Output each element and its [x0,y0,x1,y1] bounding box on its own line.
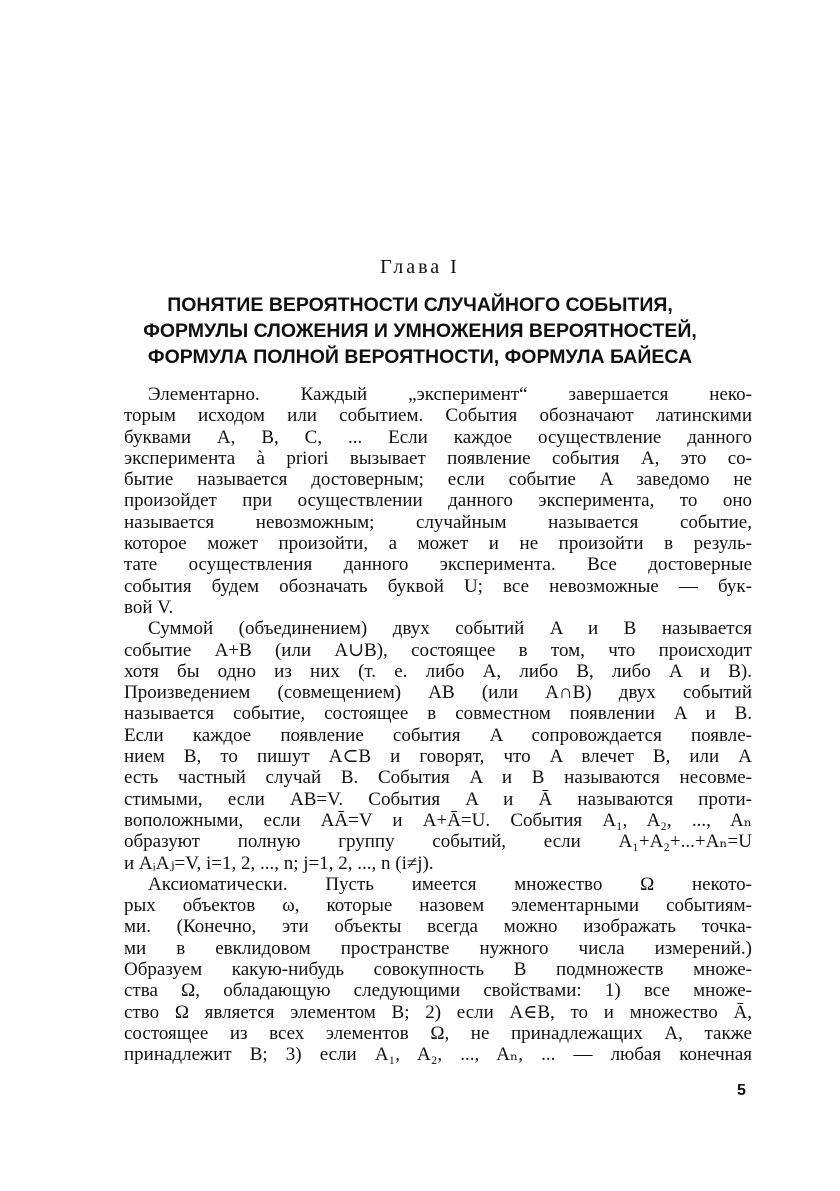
text-line: эксперимента à priori вызывает появление события A, это со- [124,447,752,469]
text-line: воположными, если AĀ=V и A+Ā=U. События A₁, A₂, ..., Aₙ [124,809,752,831]
text-line: образуют полную группу событий, если A₁+A₂+...+Aₙ=U [124,831,752,853]
text-line: Аксиоматически. Пусть имеется множество Ω некото- [148,873,752,895]
text-line: есть частный случай B. События A и B называются несовме- [124,767,752,789]
chapter-title-line: ФОРМУЛЫ СЛОЖЕНИЯ И УМНОЖЕНИЯ ВЕРОЯТНОСТЕЙ, [143,320,697,342]
text-line: которое может произойти, а может и не произойти в резуль- [124,533,752,555]
text-line: называется событие, состоящее в совместном появлении A и B. [124,703,752,725]
page-number: 5 [737,1082,746,1099]
text-line: называется невозможным; случайным называется событие, [124,511,752,533]
text-line: нием B, то пишут A⊂B и говорят, что A влечет B, или A [124,746,752,768]
body-text [124,384,752,1066]
text-line: тате осуществления данного эксперимента. Все достоверные [124,554,752,576]
text-line: буквами A, B, C, ... Если каждое осуществление данного [124,426,752,448]
text-line: ство Ω является элементом B; 2) если A∈B, то и множество Ā, [124,1001,752,1023]
text-line: стимыми, если AB=V. События A и Ā называются проти- [124,788,752,810]
text-line: Суммой (объединением) двух событий A и B называется [148,618,752,640]
text-line: рых объектов ω, которые назовем элементарными событиям- [124,895,752,917]
text-line: события будем обозначать буквой U; все невозможные — бук- [124,575,752,597]
text-line: Произведением (совмещением) AB (или A∩B) двух событий [124,682,752,704]
text-line: торым исходом или событием. События обозначают латинскими [124,405,752,427]
text-line: ми в евклидовом пространстве нужного числа измерений.) [124,937,752,959]
text-line: событие A+B (или A∪B), состоящее в том, что происходит [124,639,752,661]
chapter-title [100,292,740,370]
text-line: состоящее из всех элементов Ω, не принадлежащих A, также [124,1022,752,1044]
text-line: ми. (Конечно, эти объекты всегда можно изображать точка- [124,916,752,938]
chapter-label: Глава I [380,256,460,278]
text-line: Если каждое появление события A сопровождается появле- [124,724,752,746]
text-line: Образуем какую-нибудь совокупность B подмножеств множе- [124,959,752,981]
text-line: произойдет при осуществлении данного эксперимента, то оно [124,490,752,512]
text-line: бытие называется достоверным; если событие A заведомо не [124,469,752,491]
text-line: ства Ω, обладающую следующими свойствами: 1) все множе- [124,980,752,1002]
text-line: Элементарно. Каждый „эксперимент“ завершается неко- [148,384,752,405]
chapter-title-line: ПОНЯТИЕ ВЕРОЯТНОСТИ СЛУЧАЙНОГО СОБЫТИЯ, [167,294,673,316]
text-line: и AᵢAⱼ=V, i=1, 2, ..., n; j=1, 2, ..., n (i≠j). [124,852,434,874]
text-line: вой V. [124,596,174,618]
text-line: принадлежит B; 3) если A₁, A₂, ..., Aₙ, ... — любая конечная [124,1044,752,1066]
text-line: хотя бы одно из них (т. е. либо A, либо B, либо A и B). [124,660,752,682]
chapter-title-line: ФОРМУЛА ПОЛНОЙ ВЕРОЯТНОСТИ, ФОРМУЛА БАЙЕСА [147,346,693,368]
